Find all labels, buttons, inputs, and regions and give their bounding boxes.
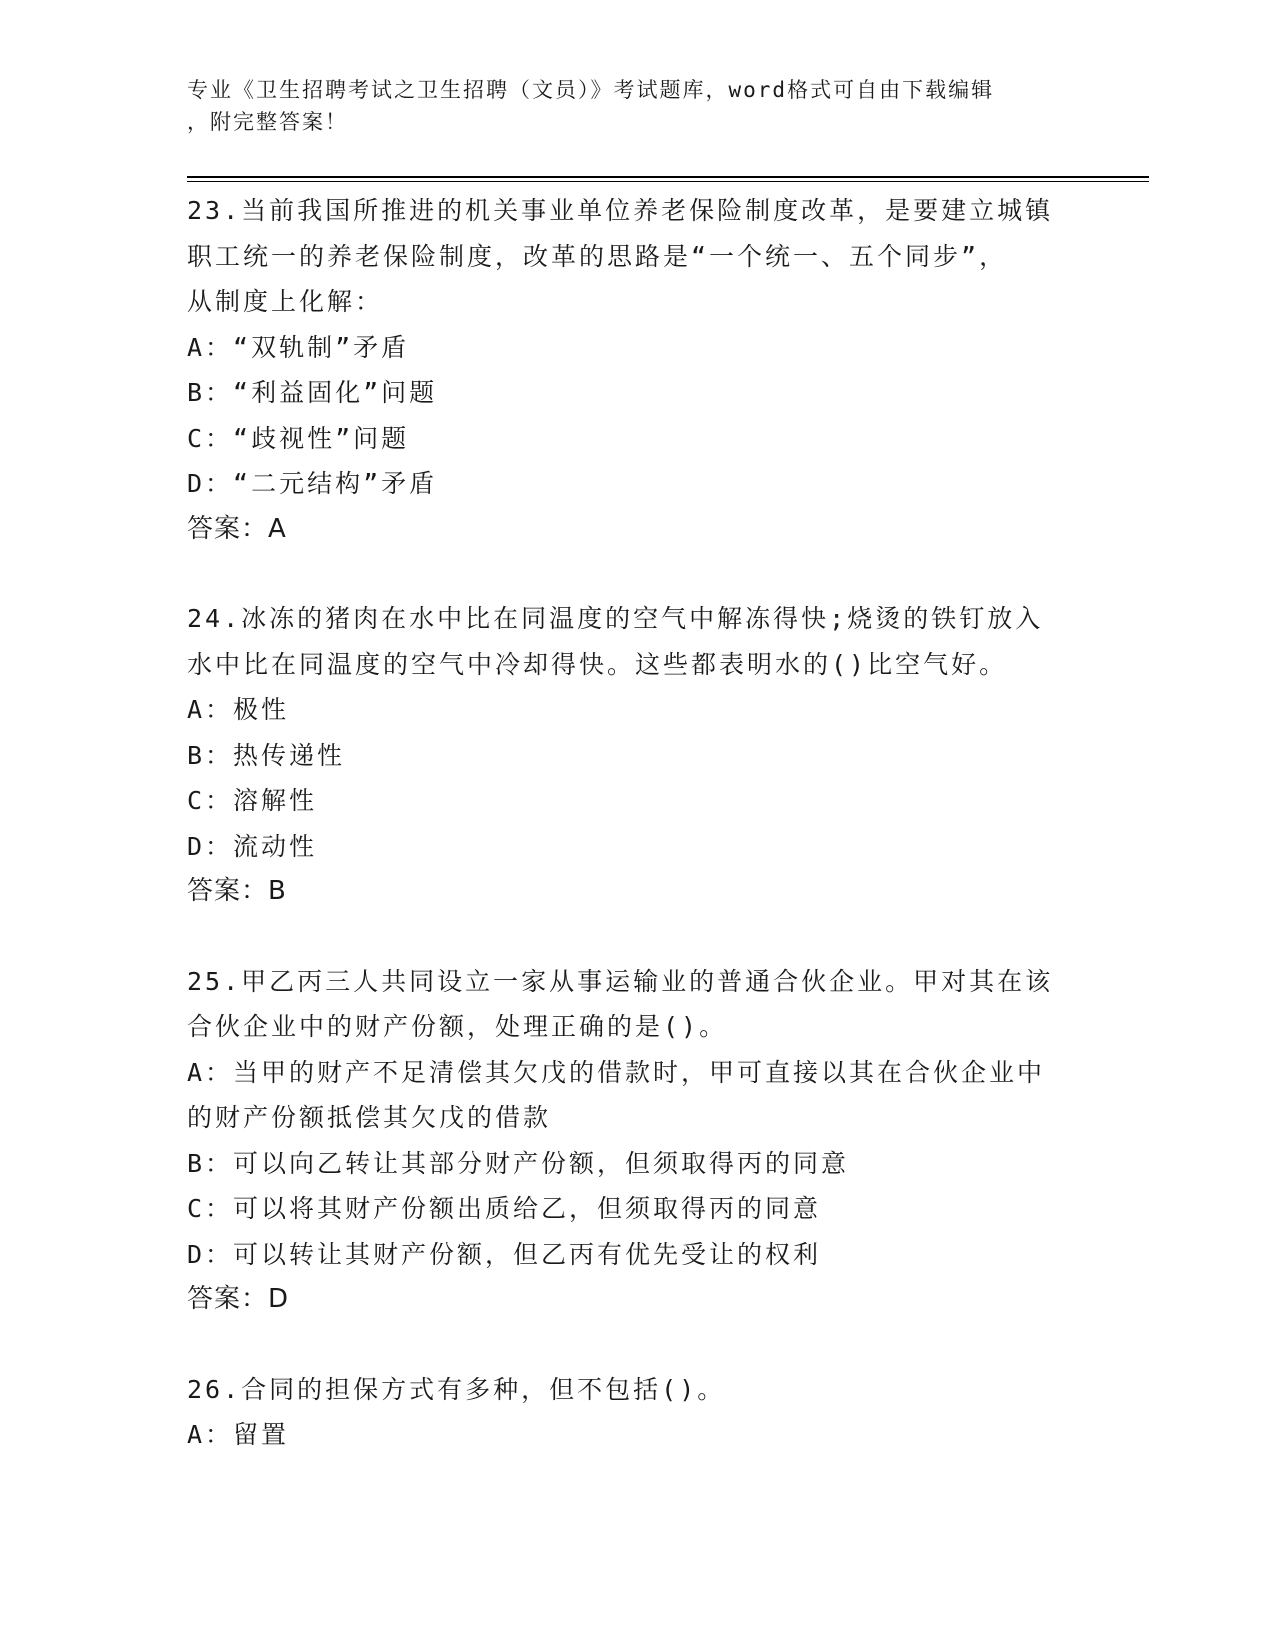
option-a: A：留置	[187, 1420, 290, 1449]
option-c: C：溶解性	[187, 786, 318, 815]
option-d: D：可以转让其财产份额，但乙丙有优先受让的权利	[187, 1239, 822, 1269]
header-line-1: 专业《卫生招聘考试之卫生招聘（文员）》考试题库，word格式可自由下载编辑	[187, 78, 995, 102]
document-header	[187, 74, 1087, 138]
question-stem-line: 从制度上化解：	[187, 287, 384, 316]
question-23	[187, 188, 1107, 552]
option-a: A：“双轨制”矛盾	[187, 332, 410, 362]
answer-label: 答案：B	[187, 876, 287, 906]
question-stem-line: 24.冰冻的猪肉在水中比在同温度的空气中解冻得快;烧烫的铁钉放入	[187, 604, 1044, 633]
question-stem-line: 职工统一的养老保险制度，改革的思路是“一个统一、五个同步”，	[187, 241, 1008, 271]
question-stem-line: 25.甲乙丙三人共同设立一家从事运输业的普通合伙企业。甲对其在该	[187, 966, 1054, 996]
option-b: B：热传递性	[187, 740, 346, 770]
question-stem-line: 水中比在同温度的空气中冷却得快。这些都表明水的()比空气好。	[187, 649, 1008, 679]
option-b: B：可以向乙转让其部分财产份额，但须取得丙的同意	[187, 1148, 850, 1178]
question-25	[187, 959, 1107, 1323]
question-stem-line: 合伙企业中的财产份额，处理正确的是()。	[187, 1012, 728, 1041]
option-d: D：“二元结构”矛盾	[187, 469, 438, 498]
header-divider-thin	[187, 181, 1149, 182]
option-c: C：可以将其财产份额出质给乙，但须取得丙的同意	[187, 1194, 822, 1223]
option-a-continued: 的财产份额抵偿其欠戊的借款	[187, 1103, 552, 1132]
answer-label: 答案：A	[187, 513, 287, 544]
option-a: A：极性	[187, 695, 290, 724]
question-26	[187, 1367, 1107, 1458]
question-stem-line: 26.合同的担保方式有多种，但不包括()。	[187, 1374, 726, 1404]
option-c: C：“歧视性”问题	[187, 423, 410, 453]
option-a: A：当甲的财产不足清偿其欠戊的借款时，甲可直接以其在合伙企业中	[187, 1057, 1046, 1087]
question-stem-line: 23.当前我国所推进的机关事业单位养老保险制度改革，是要建立城镇	[187, 196, 1054, 225]
option-b: B：“利益固化”问题	[187, 378, 438, 407]
header-divider-thick	[187, 176, 1149, 178]
answer-label: 答案：D	[187, 1284, 290, 1314]
header-line-2: ，附完整答案！	[187, 110, 348, 134]
option-d: D：流动性	[187, 831, 318, 861]
question-24	[187, 596, 1107, 915]
question-list	[187, 188, 1107, 1502]
